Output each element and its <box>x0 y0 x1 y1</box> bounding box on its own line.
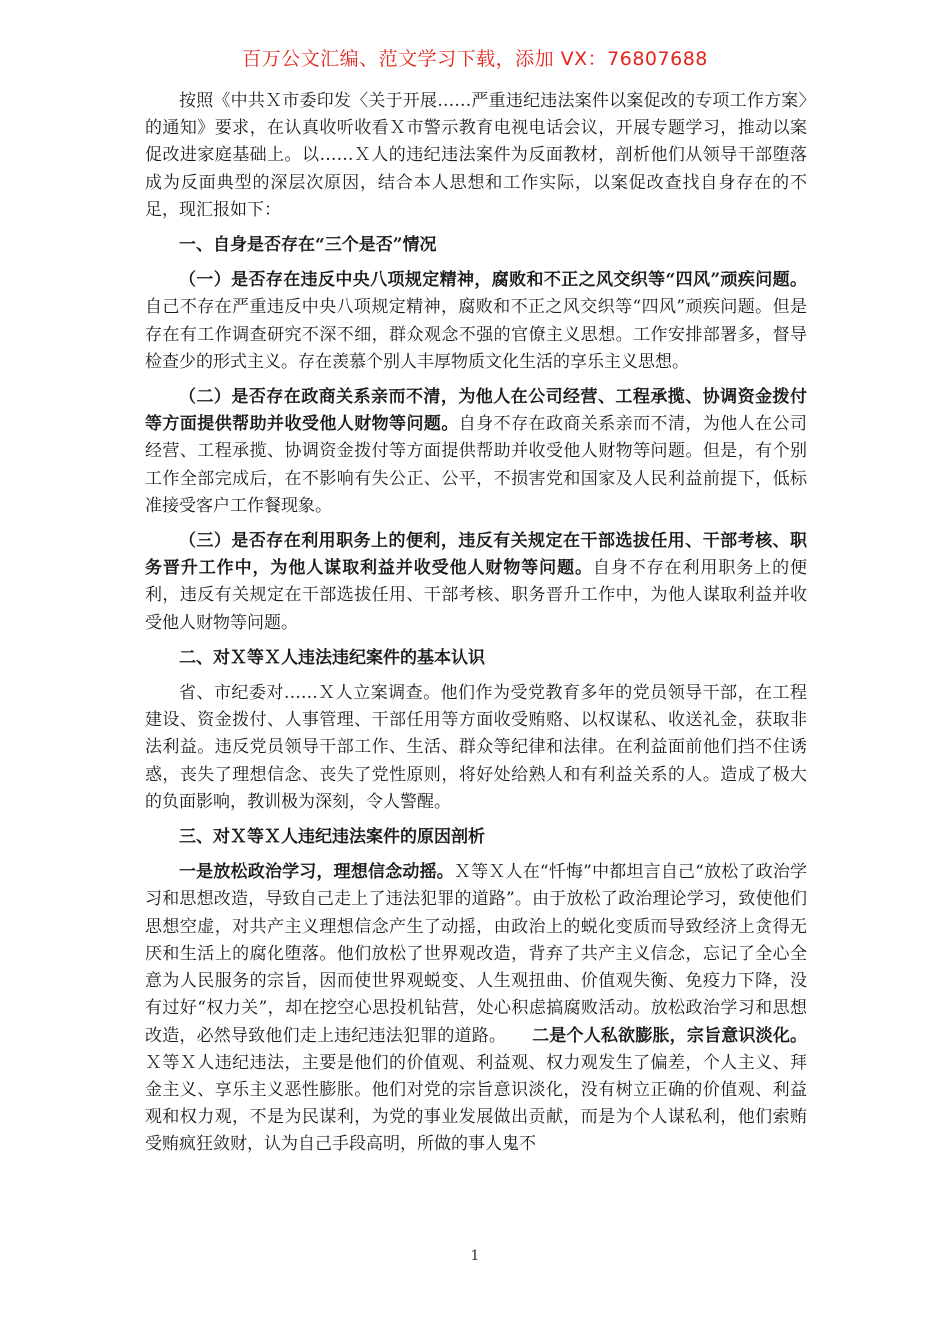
item-body: 自己不存在严重违反中央八项规定精神，腐败和不正之风交织等“四风”顽疾问题。但是存在有工作调查研究不深不细，群众观念不强的官僚主义思想。工作安排部署多，督导检查少的形式主义。存在羡慕个别人丰厚物质文化生活的享乐主义思想。 <box>145 297 807 372</box>
item-lead: （二）是否存在政商关系亲而不清，为他人在公司经营、工程承揽、协调资金拨付等方面提供帮助并收受他人财物等问题。 <box>145 387 807 435</box>
page-number: 1 <box>470 1248 480 1264</box>
section-3-heading: 三、对Ｘ等Ｘ人违纪违法案件的原因剖析 <box>179 827 485 848</box>
section-2-paragraph: 省、市纪委对……Ｘ人立案调查。他们作为受党教育多年的党员领导干部，在工程建设、资金拨付、人事管理、干部任用等方面收受贿赂、以权谋私、收送礼金，获取非法利益。违反党员领导干部工作、生活、群众等纪律和法律。在利益面前他们挡不住诱惑，丧失了理想信念、丧失了党性原则，将好处给熟人和有利益关系的人。造成了极大的负面影响，教训极为深刻，令人警醒。 <box>145 683 807 812</box>
header-banner: 百万公文汇编、范文学习下载，添加 VX：76807688 <box>242 48 708 70</box>
document-body <box>145 88 807 1159</box>
item-body: 自身不存在利用职务上的便利，违反有关规定在干部选拔任用、干部考核、职务晋升工作中，为他人谋取利益并收受他人财物等问题。 <box>145 558 808 633</box>
section-3-paragraph <box>145 859 807 1158</box>
section-2-heading: 二、对Ｘ等Ｘ人违法违纪案件的基本认识 <box>179 647 485 668</box>
section-1-item-1 <box>145 267 807 376</box>
section-1-item-2 <box>145 384 807 520</box>
item-body: 自身不存在政商关系亲而不清，为他人在公司经营、工程承揽、协调资金拨付等方面提供帮助并收受他人财物等问题。但是，有个别工作全部完成后，在不影响有失公正、公平，不损害党和国家及人民利益前提下，低标准接受客户工作餐现象。 <box>145 414 808 516</box>
item-lead: （三）是否存在利用职务上的便利，违反有关规定在干部选拔任用、干部考核、职务晋升工作中，为他人谋取利益并收受他人财物等问题。 <box>145 531 807 579</box>
point-2-body: Ｘ等Ｘ人违纪违法，主要是他们的价值观、利益观、权力观发生了偏差，个人主义、拜金主义、享乐主义恶性膨胀。他们对党的宗旨意识淡化，没有树立正确的价值观、利益观和权力观，不是为民谋利，为党的事业发展做出贡献，而是为个人谋私利，他们索贿受贿疯狂敛财，认为自己手段高明，所做的事人鬼不 <box>145 1052 807 1155</box>
point-1-lead: 一是放松政治学习，理想信念动摇。 <box>179 862 454 883</box>
section-1-heading: 一、自身是否存在“三个是否”情况 <box>179 235 437 256</box>
point-2-lead: 二是个人私欲膨胀，宗旨意识淡化。 <box>532 1025 808 1046</box>
point-1-body: Ｘ等Ｘ人在“忏悔”中都坦言自己“放松了政治学习和思想改造，导致自己走上了违法犯罪的道路”。由于放松了政治理论学习，致使他们思想空虚，对共产主义理想信念产生了动摇，由政治上的蜕化变质而导致经济上贪得无厌和生活上的腐化堕落。他们放松了世界观改造，背弃了共产主义信念，忘记了全心全意为人民服务的宗旨，因而使世界观蜕变、人生观扭曲、价值观失衡、免疫力下降，没有过好“权力关”，却在挖空心思投机钻营，处心积虑搞腐败活动。放松政治学习和思想改造，必然导致他们走上违纪违法犯罪的道路。 <box>145 862 808 1046</box>
item-lead: （一）是否存在违反中央八项规定精神，腐败和不正之风交织等“四风”顽疾问题。 <box>179 270 807 291</box>
section-1-item-3 <box>145 528 807 637</box>
intro-paragraph: 按照《中共Ｘ市委印发〈关于开展……严重违纪违法案件以案促改的专项工作方案〉的通知》要求，在认真收听收看Ｘ市警示教育电视电话会议，开展专题学习，推动以案促改进家庭基础上。以……Ｘ人的违纪违法案件为反面教材，剖析他们从领导干部堕落成为反面典型的深层次原因，结合本人思想和工作实际，以案促改查找自身存在的不足，现汇报如下： <box>145 91 807 220</box>
